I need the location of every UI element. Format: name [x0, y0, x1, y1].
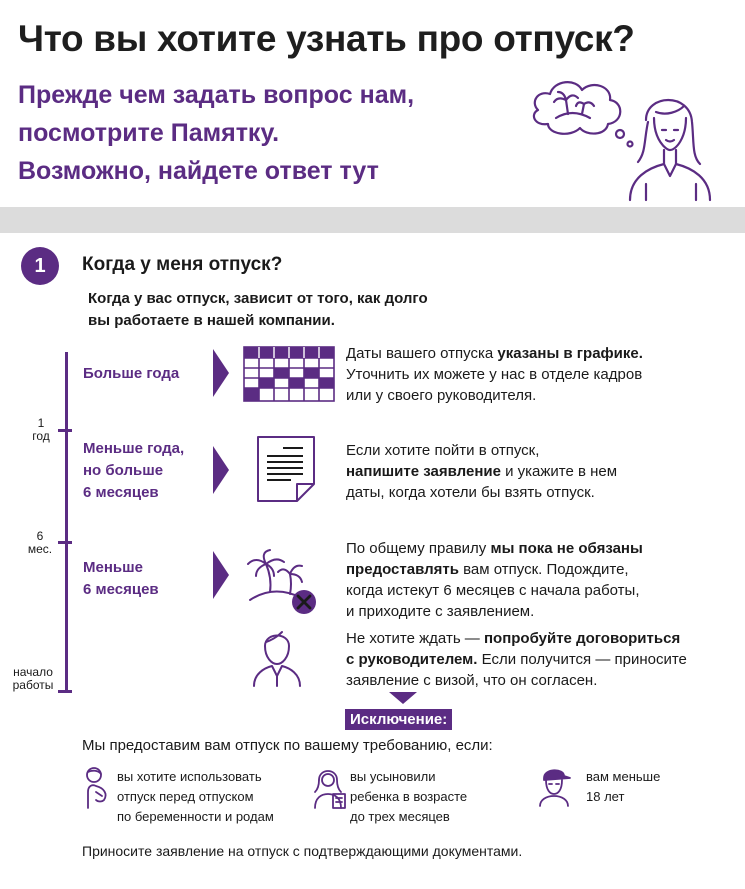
desc-line: Если хотите пойти в отпуск, [346, 442, 540, 459]
intro-line: вы работаете в нашей компании. [88, 312, 335, 329]
chevron-right-icon [213, 446, 229, 494]
tl-label-num: 1 [37, 416, 45, 430]
section-intro [88, 288, 428, 332]
category-line: Больше года [83, 365, 180, 382]
desc-line: Не хотите ждать — попробуйте договориться [346, 630, 681, 647]
page-title: Что вы хотите узнать про отпуск? [18, 18, 635, 59]
desc-line: когда истекут 6 месяцев с начала работы, [346, 582, 640, 599]
exception-line: 18 лет [586, 789, 625, 804]
desc-line: с руководителем. Если получится — приносите [346, 651, 687, 668]
desc-line: заявление с визой, что он согласен. [346, 672, 598, 689]
exception-line: по беременности и родам [117, 809, 274, 824]
tl-label-line: работы [12, 678, 54, 692]
category-desc [346, 440, 617, 503]
exception-line: вам меньше [586, 769, 661, 784]
schedule-grid-icon [243, 346, 335, 402]
category-desc [346, 343, 643, 406]
category-label-less-than-6-months [83, 557, 159, 601]
exception-item [117, 767, 274, 827]
desc-line: или у своего руководителя. [346, 387, 537, 404]
exception-line: вы хотите использовать [117, 769, 262, 784]
desc-line: Даты вашего отпуска указаны в графике. [346, 345, 643, 362]
timeline-label-1-year [26, 417, 56, 443]
desc-line: напишите заявление и укажите в нем [346, 463, 618, 480]
category-desc [346, 538, 643, 622]
exception-line: до трех месяцев [350, 809, 450, 824]
page-subtitle [18, 76, 414, 190]
adoption-woman-icon [313, 766, 347, 810]
desc-line: Уточнить их можете у нас в отделе кадров [346, 366, 643, 383]
timeline-label-start [8, 666, 58, 692]
chevron-right-icon [213, 349, 229, 397]
exception-badge: Исключение: [345, 709, 452, 730]
chevron-down-icon [389, 692, 417, 704]
category-desc-alt [346, 628, 687, 691]
tl-label-unit: год [32, 429, 50, 443]
chevron-right-icon [213, 551, 229, 599]
category-label-less-than-year [83, 438, 184, 504]
exception-item [350, 767, 467, 827]
exception-item [586, 767, 660, 807]
teen-cap-icon [538, 766, 572, 808]
desc-line: предоставлять вам отпуск. Подождите, [346, 561, 629, 578]
tl-label-unit: мес. [27, 542, 53, 556]
timeline-label-6-months [24, 530, 56, 556]
exception-line: ребенка в возрасте [350, 789, 468, 804]
timeline-tick-6-months [58, 541, 72, 544]
timeline-tick-start [58, 690, 72, 693]
footer-note: Приносите заявление на отпуск с подтверждающими документами. [82, 843, 523, 859]
desc-line: По общему правилу мы пока не обязаны [346, 540, 643, 557]
timeline-tick-1-year [58, 429, 72, 432]
divider-band [0, 207, 745, 233]
section-number-badge: 1 [21, 247, 59, 285]
exception-intro: Мы предоставим вам отпуск по вашему требованию, если: [82, 737, 493, 754]
timeline-axis [65, 352, 68, 692]
intro-line: Когда у вас отпуск, зависит от того, как долго [88, 290, 428, 307]
section-title: Когда у меня отпуск? [82, 254, 283, 275]
desc-line: даты, когда хотели бы взять отпуск. [346, 484, 595, 501]
category-line: 6 месяцев [83, 581, 159, 598]
document-icon [255, 434, 317, 504]
subtitle-line: посмотрите Памятку. [18, 119, 280, 147]
woman-dreaming-island-icon [520, 72, 720, 202]
subtitle-line: Прежде чем задать вопрос нам, [18, 81, 415, 109]
category-line: но больше [83, 462, 164, 479]
category-line: Меньше [83, 559, 143, 576]
category-label-more-than-year [83, 363, 179, 385]
category-line: 6 месяцев [83, 484, 159, 501]
tl-label-num: 6 [36, 529, 44, 543]
exception-line: отпуск перед отпуском [117, 789, 254, 804]
desc-line: и приходите с заявлением. [346, 603, 535, 620]
pregnant-woman-icon [82, 766, 112, 810]
tl-label-line: начало [13, 665, 53, 679]
category-line: Меньше года, [83, 440, 185, 457]
exception-line: вы усыновили [350, 769, 436, 784]
subtitle-line: Возможно, найдете ответ тут [18, 157, 379, 185]
manager-icon [252, 628, 302, 688]
island-cross-icon [244, 548, 324, 616]
